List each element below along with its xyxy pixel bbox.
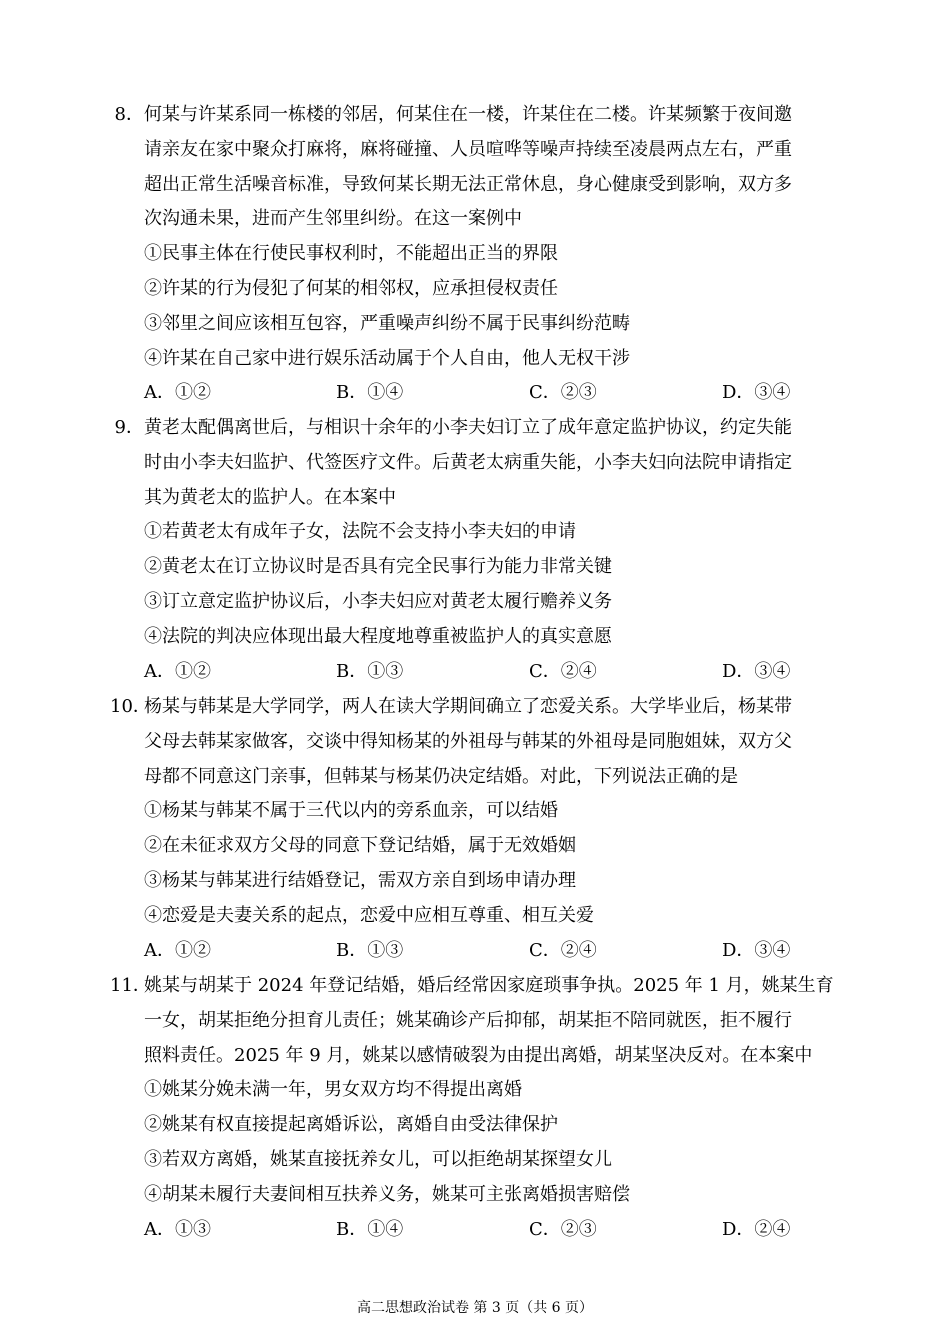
- question-stem-line: 母都不同意这门亲事，但韩某与杨某仍决定结婚。对此，下列说法正确的是: [144, 765, 738, 787]
- question-stem-line: 父母去韩某家做客，交谈中得知杨某的外祖母与韩某的外祖母是同胞姐妹，双方父: [144, 730, 792, 752]
- question-stem-line: 8．何某与许某系同一栋楼的邻居，何某住在一楼，许某住在二楼。许某频繁于夜间邀: [110, 98, 850, 133]
- statement-4: ④法院的判决应体现出最大程度地尊重被监护人的真实意愿: [144, 625, 612, 647]
- question-stem-line: 超出正常生活噪音标准，导致何某长期无法正常休息，身心健康受到影响，双方多: [144, 173, 792, 195]
- question-stem-line: 次沟通未果，进而产生邻里纠纷。在这一案例中: [144, 208, 522, 230]
- statement-1: ①若黄老太有成年子女，法院不会支持小李夫妇的申请: [144, 521, 576, 543]
- statement-3: ③若双方离婚，姚某直接抚养女儿，可以拒绝胡某探望女儿: [144, 1148, 612, 1170]
- question-stem-line: 一女，胡某拒绝分担育儿责任；姚某确诊产后抑郁，胡某拒不陪同就医，拒不履行: [144, 1009, 792, 1031]
- statement-3: ③杨某与韩某进行结婚登记，需双方亲自到场申请办理: [144, 869, 576, 891]
- option-b[interactable]: B．①④: [336, 382, 404, 404]
- statement-1: ①杨某与韩某不属于三代以内的旁系血亲，可以结婚: [144, 800, 558, 822]
- statement-4: ④许某在自己家中进行娱乐活动属于个人自由，他人无权干涉: [144, 347, 630, 369]
- option-d[interactable]: D．③④: [722, 939, 791, 961]
- statement-2: ②在未征求双方父母的同意下登记结婚，属于无效婚姻: [144, 835, 576, 857]
- statement-2: ②黄老太在订立协议时是否具有完全民事行为能力非常关键: [144, 556, 612, 578]
- option-a[interactable]: A．①③: [144, 1218, 211, 1240]
- question-number: 9．: [114, 417, 144, 438]
- statement-3: ③邻里之间应该相互包容，严重噪声纠纷不属于民事纠纷范畴: [144, 312, 630, 334]
- statement-2: ②许某的行为侵犯了何某的相邻权，应承担侵权责任: [144, 277, 558, 299]
- option-b[interactable]: B．①④: [336, 1218, 404, 1240]
- statement-1: ①民事主体在行使民事权利时，不能超出正当的界限: [144, 243, 558, 265]
- page-footer: 高二思想政治试卷 第 3 页（共 6 页）: [356, 1300, 594, 1316]
- option-c[interactable]: C．②③: [529, 1218, 597, 1240]
- question-stem-line: 11．姚某与胡某于 2024 年登记结婚，婚后经常因家庭琐事争执。2025 年 1 月，姚某生育: [110, 969, 850, 1004]
- option-b[interactable]: B．①③: [336, 939, 404, 961]
- option-a[interactable]: A．①②: [144, 660, 211, 682]
- option-d[interactable]: D．③④: [722, 660, 791, 682]
- question-stem-line: 9．黄老太配偶离世后，与相识十余年的小李夫妇订立了成年意定监护协议，约定失能: [110, 411, 850, 446]
- question-stem-line: 其为黄老太的监护人。在本案中: [144, 486, 396, 508]
- question-10: [110, 690, 850, 968]
- option-c[interactable]: C．②③: [529, 382, 597, 404]
- question-9: [110, 411, 850, 689]
- option-c[interactable]: C．②④: [529, 939, 597, 961]
- question-number: 11．: [110, 975, 151, 996]
- question-stem-line: 请亲友在家中聚众打麻将，麻将碰撞、人员喧哗等噪声持续至凌晨两点左右，严重: [144, 138, 792, 160]
- question-number: 8．: [114, 104, 144, 125]
- question-11: [110, 969, 850, 1247]
- question-stem-line: 照料责任。2025 年 9 月，姚某以感情破裂为由提出离婚，胡某坚决反对。在本案中: [144, 1044, 813, 1066]
- answer-options: [110, 934, 850, 969]
- option-d[interactable]: D．③④: [722, 382, 791, 404]
- question-number: 10．: [110, 696, 151, 717]
- answer-options: [110, 376, 850, 411]
- option-c[interactable]: C．②④: [529, 660, 597, 682]
- statement-4: ④胡某未履行夫妻间相互扶养义务，姚某可主张离婚损害赔偿: [144, 1183, 630, 1205]
- question-8: [110, 98, 850, 411]
- option-b[interactable]: B．①③: [336, 660, 404, 682]
- statement-4: ④恋爱是夫妻关系的起点，恋爱中应相互尊重、相互关爱: [144, 904, 594, 926]
- answer-options: [110, 655, 850, 690]
- statement-3: ③订立意定监护协议后，小李夫妇应对黄老太履行赡养义务: [144, 590, 612, 612]
- question-stem-line: 时由小李夫妇监护、代签医疗文件。后黄老太病重失能，小李夫妇向法院申请指定: [144, 451, 792, 473]
- statement-1: ①姚某分娩未满一年，男女双方均不得提出离婚: [144, 1079, 522, 1101]
- question-stem-line: 10．杨某与韩某是大学同学，两人在读大学期间确立了恋爱关系。大学毕业后，杨某带: [110, 690, 850, 725]
- option-a[interactable]: A．①②: [144, 382, 211, 404]
- statement-2: ②姚某有权直接提起离婚诉讼，离婚自由受法律保护: [144, 1114, 558, 1136]
- answer-options: [110, 1213, 850, 1248]
- option-d[interactable]: D．②④: [722, 1218, 791, 1240]
- option-a[interactable]: A．①②: [144, 939, 211, 961]
